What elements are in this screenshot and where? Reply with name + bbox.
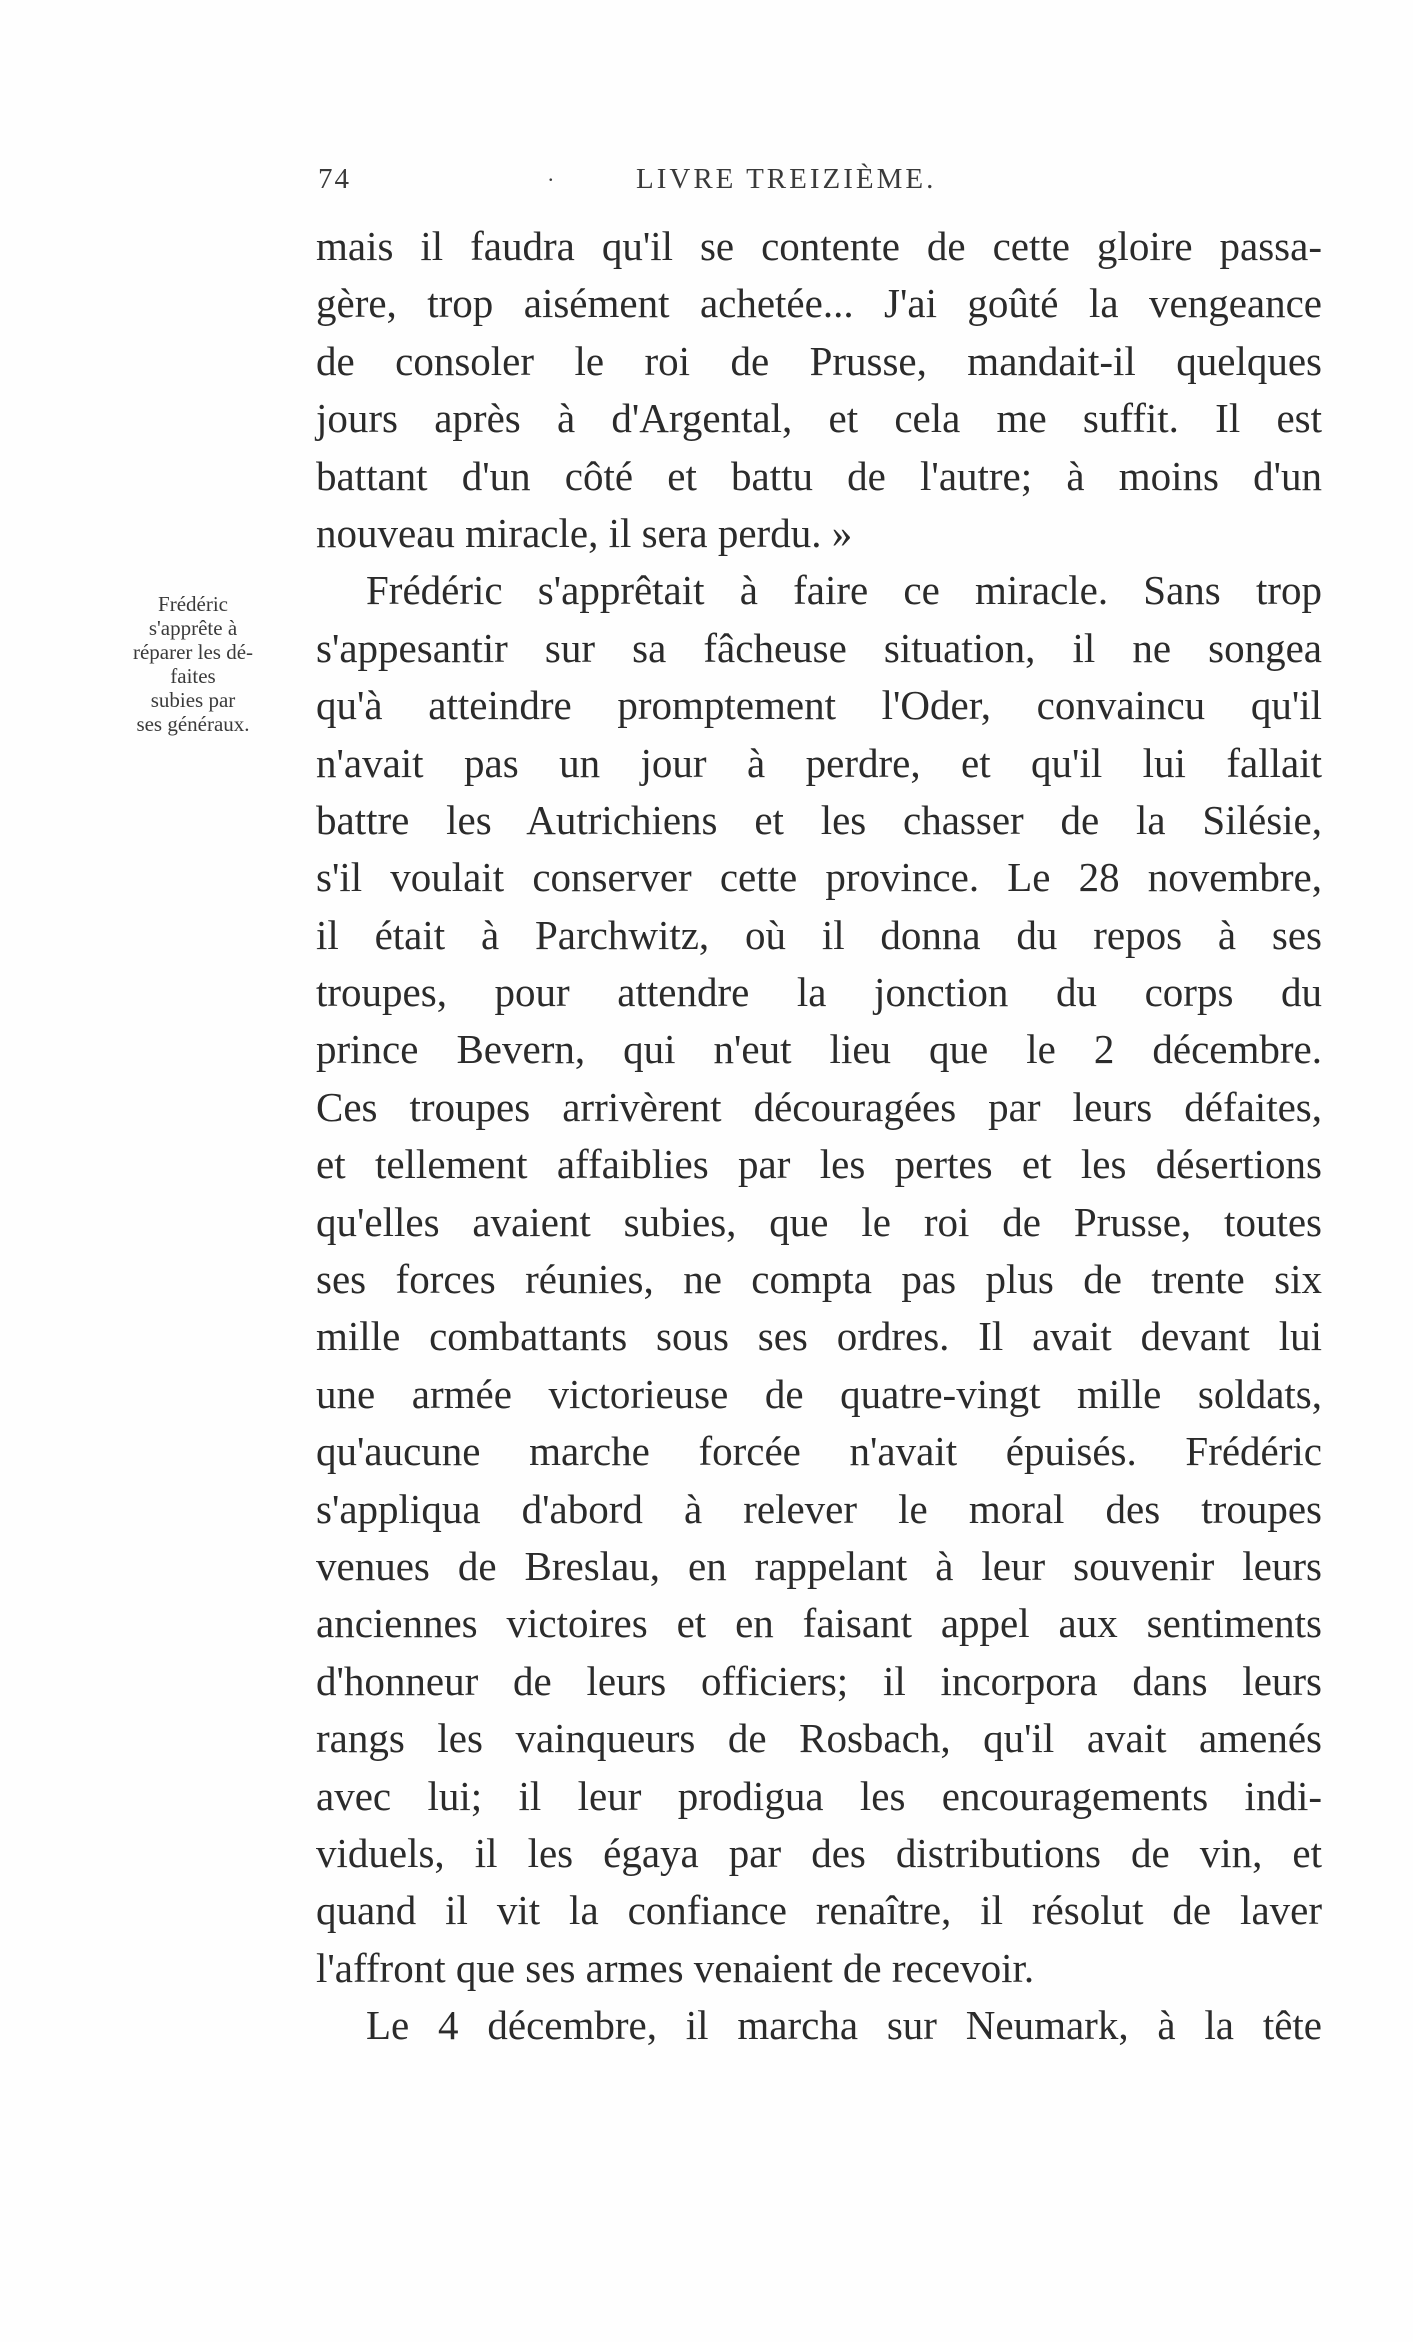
- text-line: rangs les vainqueurs de Rosbach, qu'il avait amenés: [316, 1715, 1322, 1762]
- margin-note-line: réparer les dé-: [132, 640, 254, 664]
- text-line: il était à Parchwitz, où il donna du repos à ses: [316, 911, 1322, 958]
- text-line: gère, trop aisément achetée... J'ai goûté la vengeance: [316, 280, 1322, 327]
- paragraph-first-line: Frédéric s'apprêtait à faire ce miracle. Sans trop: [366, 567, 1322, 614]
- margin-note-line: s'apprête à: [148, 616, 238, 640]
- text-line: d'honneur de leurs officiers; il incorpora dans leurs: [316, 1657, 1322, 1704]
- text-line: n'avait pas un jour à perdre, et qu'il lui fallait: [316, 739, 1322, 786]
- text-line: viduels, il les égaya par des distributions de vin, et: [316, 1829, 1322, 1876]
- text-line: battre les Autrichiens et les chasser de la Silésie,: [316, 796, 1322, 843]
- text-line: de consoler le roi de Prusse, mandait-il quelques: [316, 337, 1322, 384]
- text-line: avec lui; il leur prodigua les encouragements indi-: [316, 1772, 1322, 1819]
- text-line: l'affront que ses armes venaient de recevoir.: [316, 1944, 1035, 1991]
- text-line: quand il vit la confiance renaître, il résolut de laver: [316, 1887, 1322, 1934]
- margin-note-line: Frédéric: [158, 592, 228, 616]
- text-line: Ces troupes arrivèrent découragées par leurs défaites,: [316, 1083, 1322, 1130]
- paragraph-first-line: Le 4 décembre, il marcha sur Neumark, à la tête: [366, 2002, 1322, 2049]
- header-separator: .: [548, 161, 556, 186]
- text-line: prince Bevern, qui n'eut lieu que le 2 décembre.: [316, 1026, 1322, 1073]
- chapter-title: LIVRE TREIZIÈME.: [636, 163, 937, 195]
- text-line: s'il voulait conserver cette province. Le 28 novembre,: [316, 854, 1322, 901]
- margin-note-line: faites: [170, 664, 216, 688]
- running-head: [318, 163, 1318, 203]
- text-line: une armée victorieuse de quatre-vingt mille soldats,: [316, 1370, 1322, 1417]
- text-line: nouveau miracle, il sera perdu. »: [316, 509, 853, 556]
- text-line: anciennes victoires et en faisant appel aux sentiments: [316, 1600, 1322, 1647]
- text-line: qu'aucune marche forcée n'avait épuisés. Frédéric: [316, 1428, 1322, 1475]
- margin-note-line: ses généraux.: [136, 712, 250, 736]
- text-line: s'appesantir sur sa fâcheuse situation, il ne songea: [316, 624, 1322, 671]
- text-line: qu'à atteindre promptement l'Oder, convaincu qu'il: [316, 682, 1322, 729]
- text-line: s'appliqua d'abord à relever le moral des troupes: [316, 1485, 1322, 1532]
- text-line: battant d'un côté et battu de l'autre; à moins d'un: [316, 452, 1322, 499]
- text-line: jours après à d'Argental, et cela me suffit. Il est: [316, 395, 1322, 442]
- margin-note-line: subies par: [150, 688, 236, 712]
- text-line: mais il faudra qu'il se contente de cette gloire passa-: [316, 223, 1322, 269]
- page-number: 74: [318, 163, 351, 195]
- text-line: mille combattants sous ses ordres. Il avait devant lui: [316, 1313, 1322, 1360]
- text-line: ses forces réunies, ne compta pas plus de trente six: [316, 1256, 1322, 1303]
- text-line: qu'elles avaient subies, que le roi de Prusse, toutes: [316, 1198, 1322, 1245]
- text-line: venues de Breslau, en rappelant à leur souvenir leurs: [316, 1542, 1322, 1589]
- text-line: troupes, pour attendre la jonction du corps du: [316, 969, 1322, 1016]
- body-text: [316, 218, 1322, 2055]
- margin-note: [88, 592, 298, 736]
- text-line: et tellement affaiblies par les pertes et les désertions: [316, 1141, 1322, 1188]
